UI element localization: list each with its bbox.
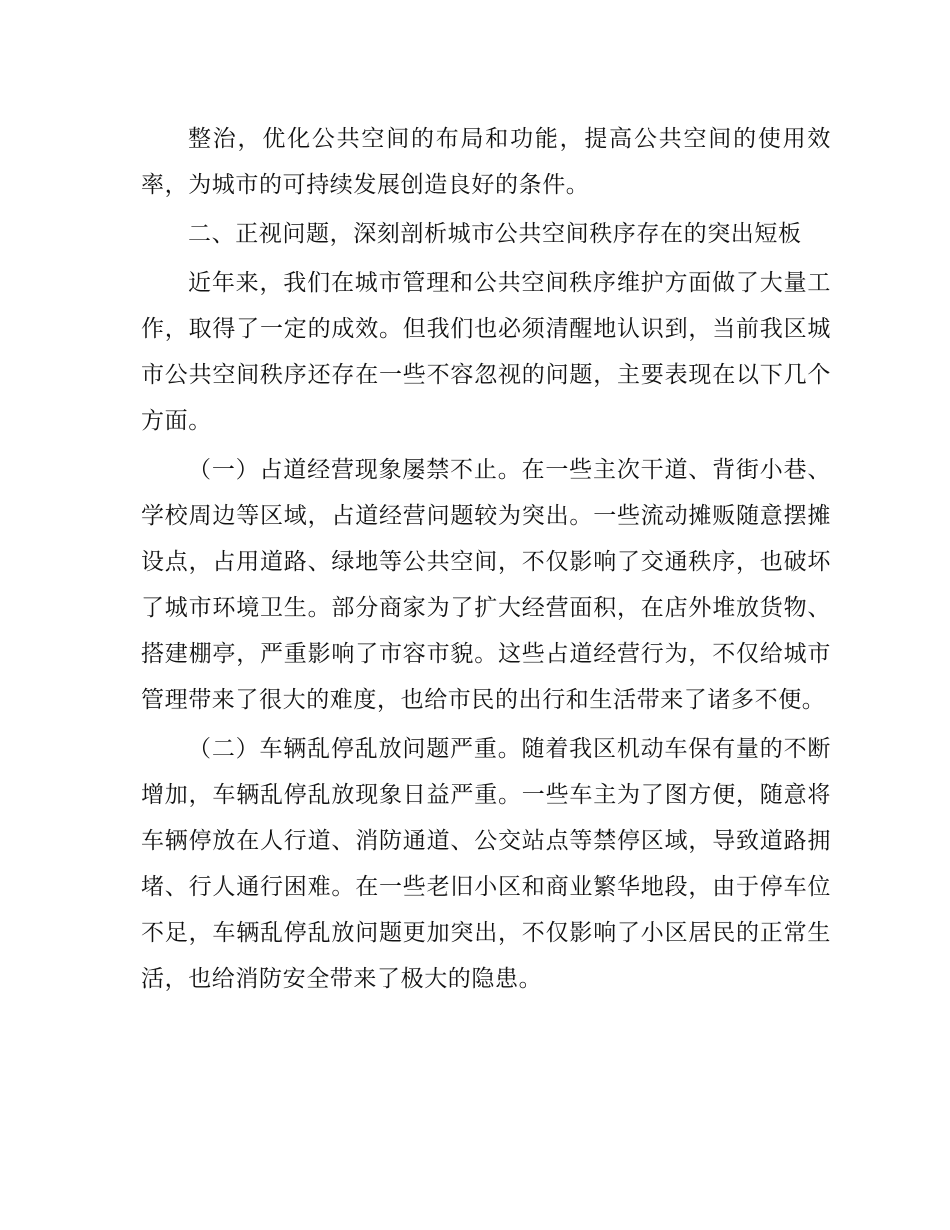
- paragraph-item-2: （二）车辆乱停乱放问题严重。随着我区机动车保有量的不断增加，车辆乱停乱放现象日益严重。一些车主为了图方便，随意将车辆停放在人行道、消防通道、公交站点等禁停区域，导致道路拥堵、行人通行困难。在一些老旧小区和商业繁华地段，由于停车位不足，车辆乱停乱放问题更加突出，不仅影响了小区居民的正常生活，也给消防安全带来了极大的隐患。: [141, 736, 831, 992]
- paragraph-item-1: （一）占道经营现象屡禁不止。在一些主次干道、背街小巷、学校周边等区域，占道经营问题较为突出。一些流动摊贩随意摆摊设点，占用道路、绿地等公共空间，不仅影响了交通秩序，也破坏了城市环境卫生。部分商家为了扩大经营面积，在店外堆放货物、搭建棚亭，严重影响了市容市貌。这些占道经营行为，不仅给城市管理带来了很大的难度，也给市民的出行和生活带来了诸多不便。: [141, 457, 831, 713]
- paragraph-continuation: 整治，优化公共空间的布局和功能，提高公共空间的使用效率，为城市的可持续发展创造良好的条件。: [141, 126, 831, 198]
- document-body: [141, 116, 831, 1005]
- paragraph-intro: 近年来，我们在城市管理和公共空间秩序维护方面做了大量工作，取得了一定的成效。但我们也必须清醒地认识到，当前我区城市公共空间秩序还存在一些不容忽视的问题，主要表现在以下几个方面。: [141, 270, 831, 434]
- section-heading: 二、正视问题，深刻剖析城市公共空间秩序存在的突出短板: [188, 221, 802, 247]
